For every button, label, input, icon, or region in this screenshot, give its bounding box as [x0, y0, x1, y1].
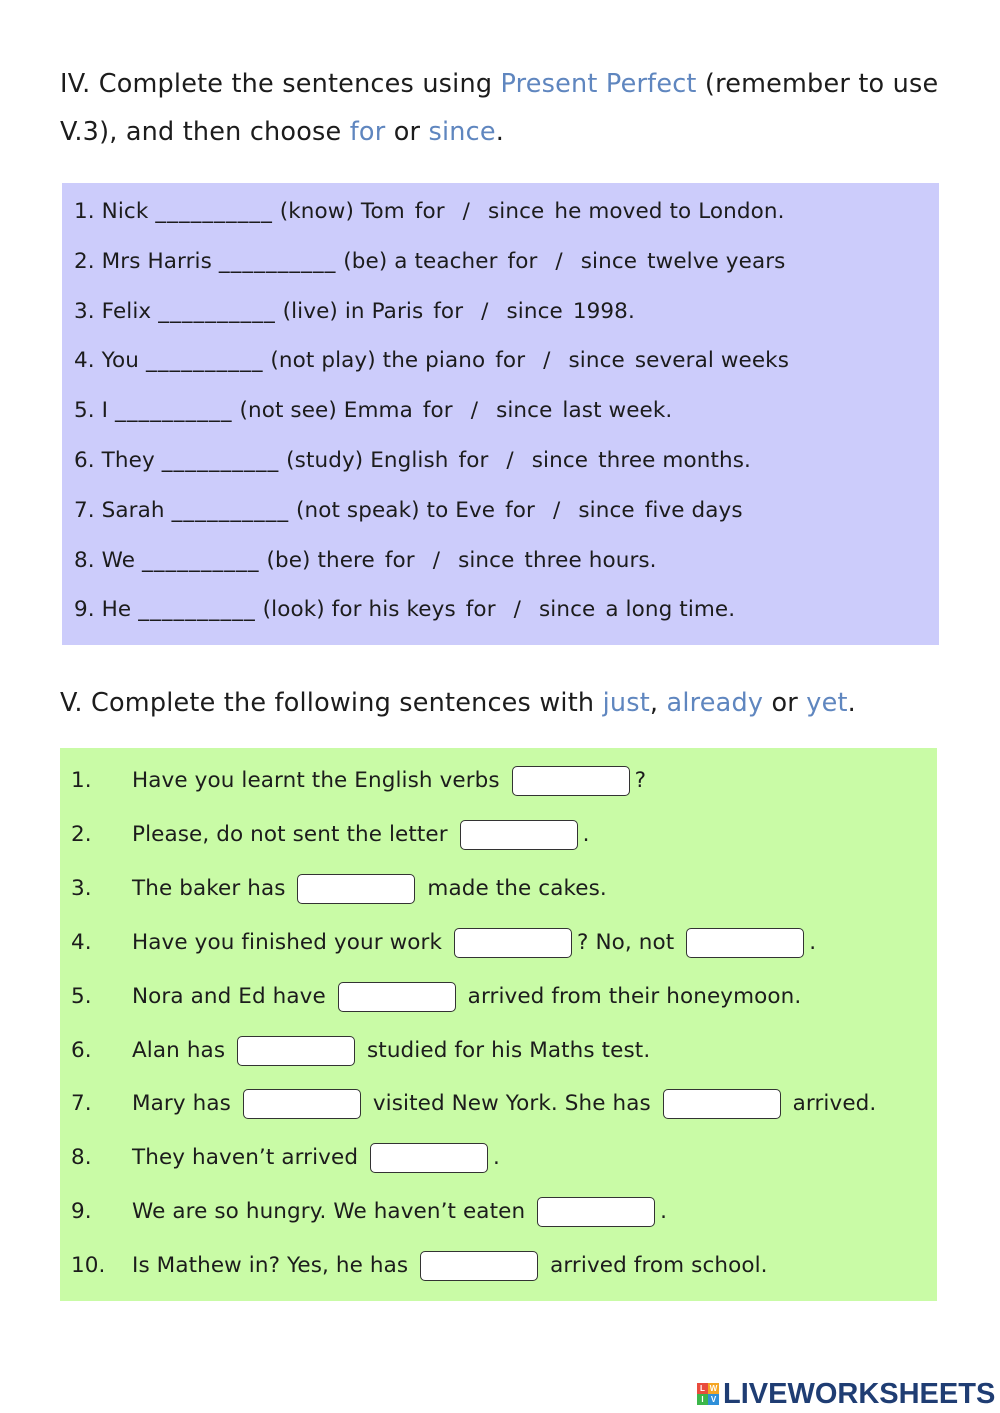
keyword-just: just — [602, 688, 650, 718]
answer-input[interactable] — [686, 928, 804, 958]
answer-blank[interactable]: __________ — [115, 398, 233, 424]
sentence-part: Mary has — [132, 1091, 231, 1117]
sentence-part: . — [493, 1145, 500, 1171]
sentence-text — [132, 815, 590, 855]
item-number: 3. — [71, 875, 92, 901]
instruction-text: or — [385, 117, 429, 147]
answer-input[interactable] — [537, 1197, 655, 1227]
instruction-text: (remember to use V.3), and then choose — [60, 69, 939, 147]
instruction-text: , — [649, 688, 659, 718]
sentence-row — [74, 341, 789, 381]
sentence-row — [60, 1031, 937, 1071]
sentence-text — [132, 1246, 768, 1286]
answer-input[interactable] — [512, 766, 630, 796]
answer-input[interactable] — [420, 1251, 538, 1281]
sentence-verb: (not speak) to Eve — [296, 497, 496, 523]
instruction-text: V. Complete the following sentences with — [60, 688, 603, 718]
sentence-subject: I — [101, 398, 109, 424]
answer-input[interactable] — [460, 820, 578, 850]
sentence-verb: (live) in Paris — [282, 298, 424, 324]
choice-since[interactable]: since — [488, 199, 545, 224]
answer-input[interactable] — [237, 1036, 355, 1066]
logo-text: LIVEWORKSHEETS — [723, 1377, 996, 1410]
sentence-end: five days — [644, 497, 743, 523]
item-number: 5. — [71, 983, 92, 1009]
sentence-part: . — [660, 1199, 668, 1225]
answer-blank[interactable]: __________ — [138, 597, 256, 623]
item-number: 1. — [71, 768, 92, 793]
keyword-since: since — [428, 117, 496, 147]
answer-input[interactable] — [243, 1089, 361, 1119]
sentence-verb: (know) Tom — [279, 199, 405, 224]
sentence-part: arrived from their honeymoon. — [467, 983, 802, 1009]
section-5-instruction — [60, 679, 940, 727]
choice-separator: / — [553, 497, 561, 523]
answer-blank[interactable]: __________ — [155, 199, 273, 224]
item-number: 7. — [74, 497, 95, 523]
choice-since[interactable]: since — [506, 298, 563, 324]
sentence-subject: Nick — [101, 199, 149, 224]
sentence-row — [74, 441, 751, 481]
sentence-text — [132, 1084, 876, 1124]
answer-input[interactable] — [370, 1143, 488, 1173]
sentence-text — [132, 761, 646, 801]
sentence-verb: (look) for his keys — [262, 597, 456, 623]
answer-blank[interactable]: __________ — [218, 248, 337, 274]
keyword-present-perfect: Present Perfect — [500, 69, 697, 99]
choice-for[interactable]: for — [505, 497, 535, 523]
choice-separator: / — [513, 597, 521, 623]
choice-for[interactable]: for — [384, 547, 415, 573]
sentence-part: They haven’t arrived — [132, 1145, 359, 1171]
sentence-end: three months. — [598, 448, 751, 473]
sentence-end: 1998. — [572, 298, 635, 324]
item-number: 6. — [74, 448, 95, 473]
sentence-part: Is Mathew in? Yes, he has — [132, 1253, 409, 1279]
sentence-row — [60, 923, 937, 963]
choice-for[interactable]: for — [507, 248, 538, 274]
instruction-text: . — [495, 117, 505, 147]
keyword-for: for — [349, 117, 386, 147]
sentence-row — [60, 869, 937, 909]
instruction-text: or — [763, 688, 807, 718]
sentence-part: Have you learnt the English verbs — [132, 768, 500, 793]
answer-blank[interactable]: __________ — [145, 348, 264, 374]
sentence-part: arrived. — [792, 1091, 877, 1117]
sentence-subject: Sarah — [101, 497, 165, 523]
item-number: 3. — [74, 298, 95, 324]
sentence-part: The baker has — [132, 875, 286, 901]
keyword-yet: yet — [806, 688, 848, 718]
item-number: 8. — [71, 1145, 92, 1171]
sentence-text — [132, 977, 801, 1017]
choice-separator: / — [555, 248, 563, 274]
choice-for[interactable]: for — [422, 398, 453, 424]
sentence-part: ? — [634, 768, 647, 793]
sentence-row — [74, 292, 635, 332]
sentence-subject: Mrs Harris — [101, 248, 212, 274]
sentence-row — [60, 1084, 937, 1124]
sentence-text — [132, 923, 816, 963]
answer-input[interactable] — [663, 1089, 781, 1119]
choice-separator: / — [481, 298, 489, 324]
answer-input[interactable] — [297, 874, 415, 904]
sentence-row — [74, 391, 672, 431]
instruction-text: IV. Complete the sentences using — [60, 69, 501, 99]
choice-since[interactable]: since — [568, 348, 625, 374]
sentence-part: Have you finished your work — [132, 929, 443, 955]
sentence-verb: (be) a teacher — [343, 248, 498, 274]
sentence-part: Nora and Ed have — [132, 983, 326, 1009]
sentence-verb: (not play) the piano — [270, 348, 486, 374]
choice-for[interactable]: for — [458, 448, 489, 473]
item-number: 9. — [71, 1199, 92, 1225]
item-number: 10. — [71, 1253, 106, 1279]
sentence-subject: We — [101, 547, 136, 573]
sentence-end: several weeks — [634, 348, 790, 374]
choice-separator: / — [506, 448, 514, 473]
item-number: 1. — [74, 199, 95, 224]
answer-input[interactable] — [338, 982, 456, 1012]
choice-since[interactable]: since — [580, 248, 638, 274]
logo-mark-icon: L W I V — [697, 1383, 719, 1405]
choice-separator: / — [462, 199, 470, 224]
keyword-already: already — [666, 688, 764, 718]
choice-for[interactable]: for — [495, 348, 526, 374]
sentence-text — [132, 1138, 500, 1178]
choice-since[interactable]: since — [578, 497, 635, 523]
instruction-text: . — [847, 688, 856, 718]
sentence-row — [74, 590, 735, 630]
choice-since[interactable]: since — [496, 398, 553, 424]
sentence-part: visited New York. She has — [372, 1091, 651, 1117]
sentence-row — [74, 192, 785, 232]
item-number: 2. — [74, 248, 95, 274]
sentence-row — [60, 977, 937, 1017]
sentence-row — [60, 1138, 937, 1178]
sentence-part: ? No, not — [577, 929, 675, 955]
choice-for[interactable]: for — [433, 298, 464, 324]
choice-separator: / — [543, 348, 551, 374]
sentence-text — [132, 1192, 667, 1232]
item-number: 4. — [74, 348, 95, 374]
sentence-row — [60, 815, 937, 855]
sentence-part: Please, do not sent the letter — [132, 821, 448, 847]
sentence-end: a long time. — [605, 597, 736, 623]
sentence-text — [132, 869, 607, 909]
sentence-part: . — [582, 821, 590, 847]
sentence-part: Alan has — [132, 1037, 226, 1063]
section-4-exercise-box — [62, 183, 939, 645]
sentence-part: made the cakes. — [427, 875, 607, 901]
choice-since[interactable]: since — [458, 547, 515, 573]
sentence-verb: (study) English — [286, 448, 449, 473]
sentence-end: three hours. — [524, 547, 657, 573]
choice-for[interactable]: for — [414, 199, 445, 224]
sentence-subject: He — [101, 597, 132, 623]
sentence-part: We are so hungry. We haven’t eaten — [132, 1199, 526, 1225]
choice-since[interactable]: since — [531, 448, 589, 473]
sentence-part: arrived from school. — [550, 1253, 768, 1279]
sentence-row — [60, 761, 937, 801]
section-5-exercise-box — [60, 748, 937, 1301]
sentence-subject: You — [101, 348, 140, 374]
answer-input[interactable] — [454, 928, 572, 958]
sentence-end: twelve years — [647, 248, 786, 274]
sentence-part: . — [809, 929, 817, 955]
answer-blank[interactable]: __________ — [158, 298, 276, 324]
item-number: 2. — [71, 821, 92, 847]
sentence-subject: Felix — [101, 298, 152, 324]
sentence-verb: (not see) Emma — [239, 398, 413, 424]
item-number: 8. — [74, 547, 95, 573]
sentence-row — [74, 491, 743, 531]
item-number: 5. — [74, 398, 95, 424]
item-number: 4. — [71, 929, 92, 955]
answer-blank[interactable]: __________ — [171, 497, 290, 523]
sentence-verb: (be) there — [266, 547, 375, 573]
answer-blank[interactable]: __________ — [142, 547, 260, 573]
choice-for[interactable]: for — [465, 597, 496, 623]
sentence-row — [60, 1192, 937, 1232]
section-4-instruction — [60, 60, 940, 156]
choice-separator: / — [470, 398, 479, 424]
sentence-end: last week. — [562, 398, 673, 424]
sentence-row — [74, 242, 785, 282]
sentence-part: studied for his Maths test. — [367, 1037, 651, 1063]
sentence-row — [74, 541, 657, 581]
sentence-end: he moved to London. — [554, 199, 785, 224]
choice-since[interactable]: since — [538, 597, 596, 623]
item-number: 6. — [71, 1037, 92, 1063]
liveworksheets-logo — [697, 1377, 995, 1411]
sentence-row — [60, 1246, 937, 1286]
item-number: 7. — [71, 1091, 92, 1117]
sentence-subject: They — [101, 448, 155, 473]
sentence-text — [132, 1031, 650, 1071]
item-number: 9. — [74, 597, 95, 623]
answer-blank[interactable]: __________ — [161, 448, 280, 473]
choice-separator: / — [432, 547, 441, 573]
